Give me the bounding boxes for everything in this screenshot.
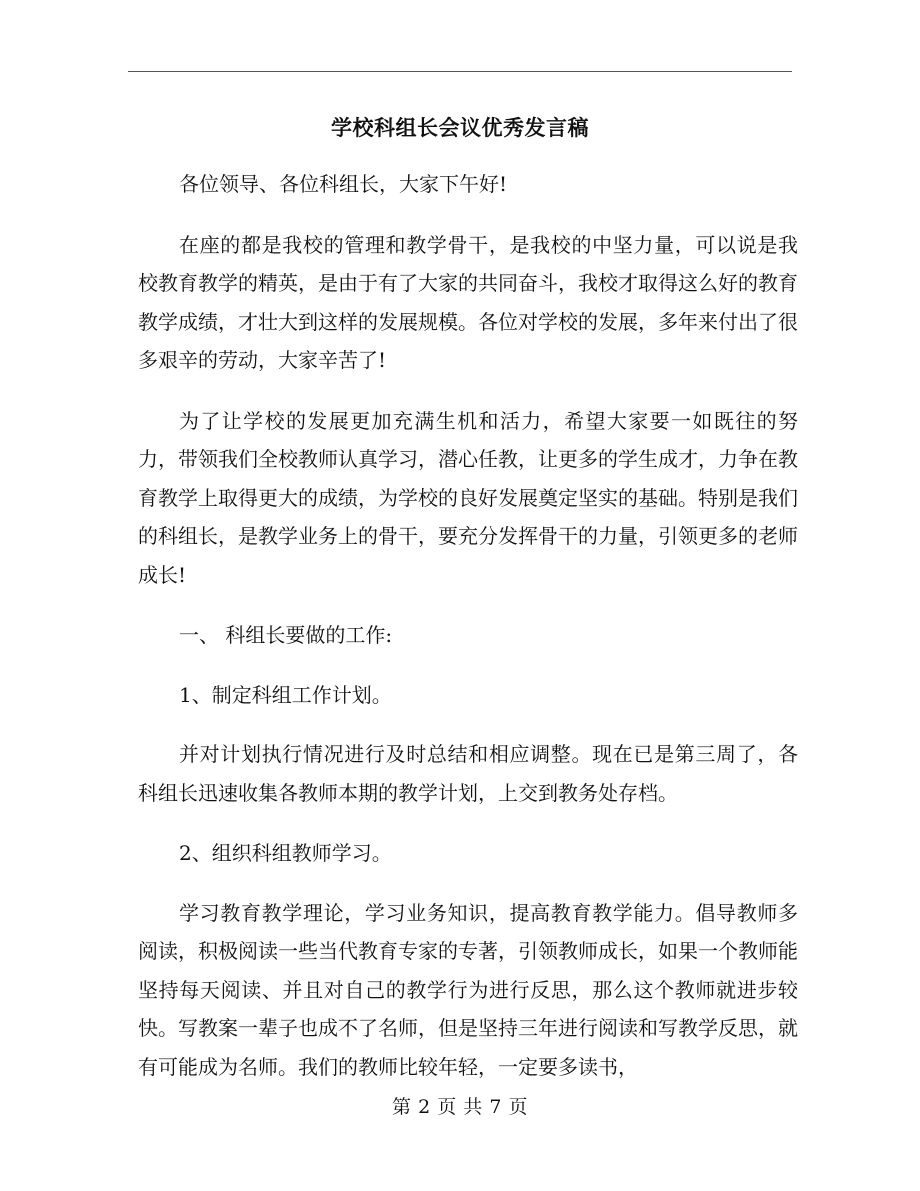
list-item-heading: 2、组织科组教师学习。	[179, 841, 392, 865]
greeting-paragraph: 各位领导、各位科组长，大家下午好!	[179, 172, 508, 196]
page-number-total: 7	[489, 1096, 502, 1118]
footer-prefix: 第	[392, 1096, 412, 1118]
page-number-current: 2	[418, 1096, 431, 1118]
body-paragraph: 为了让学校的发展更加充满生机和活力，希望大家要一如既往的努力，带领我们全校教师认真学习，潜心任教，让更多的学生成才，力争在教育教学上取得更大的成绩，为学校的良好发展奠定坚实的基础。特别是我们的科组长，是教学业务上的骨干，要充分发挥骨干的力量，引领更多的老师成长!	[138, 408, 798, 587]
header-rule	[128, 71, 792, 72]
body-paragraph: 在座的都是我校的管理和教学骨干，是我校的中坚力量，可以说是我校教育教学的精英，是由于有了大家的共同奋斗，我校才取得这么好的教育教学成绩，才壮大到这样的发展规模。各位对学校的发展，多年来付出了很多艰辛的劳动，大家辛苦了!	[138, 232, 798, 372]
body-paragraph: 学习教育教学理论，学习业务知识，提高教育教学能力。倡导教师多阅读，积极阅读一些当代教育专家的专著，引领教师成长，如果一个教师能坚持每天阅读、并且对自己的教学行为进行反思，那么这个教师就进步较快。写教案一辈子也成不了名师，但是坚持三年进行阅读和写教学反思，就有可能成为名师。我们的教师比较年轻，一定要多读书，	[138, 900, 798, 1079]
list-item-heading: 1、制定科组工作计划。	[179, 682, 392, 707]
footer-page-label: 页	[437, 1096, 457, 1118]
section-heading: 一、 科组长要做的工作:	[179, 623, 393, 647]
footer-total-label: 共	[463, 1096, 483, 1118]
document-title: 学校科组长会议优秀发言稿	[331, 115, 589, 140]
footer-suffix: 页	[508, 1096, 528, 1118]
page-footer	[0, 1092, 920, 1122]
body-paragraph: 并对计划执行情况进行及时总结和相应调整。现在已是第三周了，各科组长迅速收集各教师本期的教学计划，上交到教务处存档。	[138, 742, 798, 805]
document-body	[138, 165, 798, 1108]
